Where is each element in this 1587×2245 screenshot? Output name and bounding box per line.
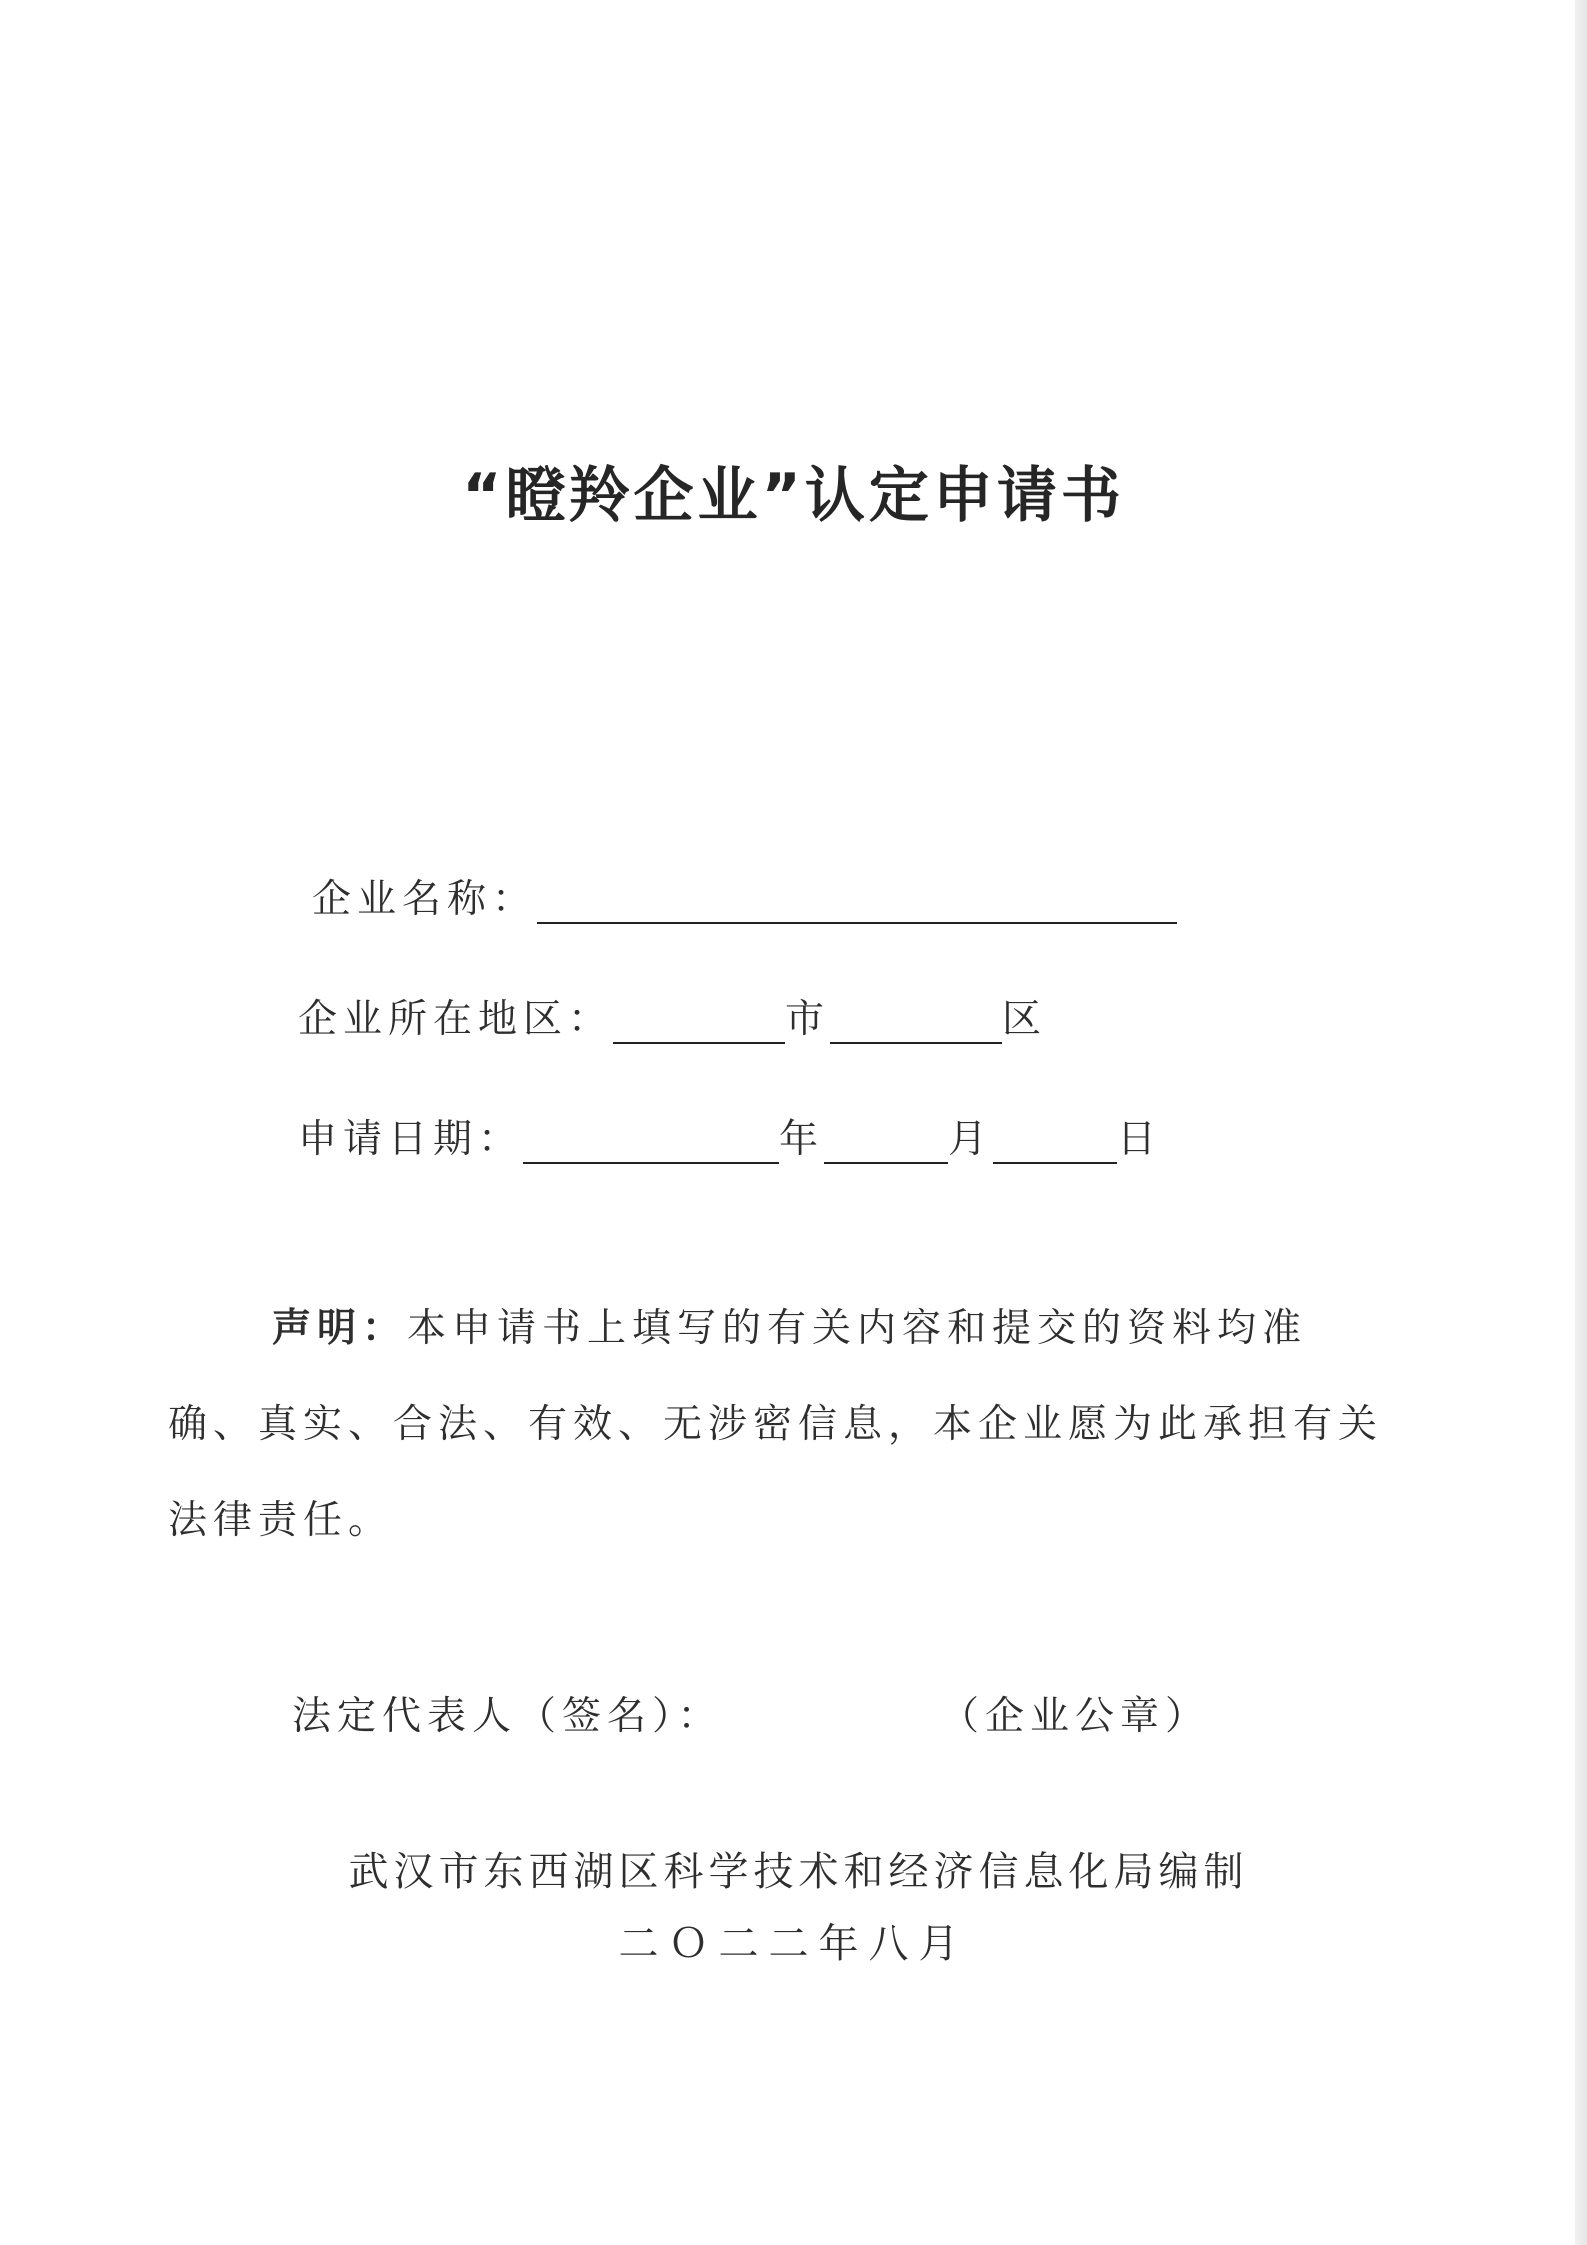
legal-representative-signature-label: 法定代表人（签名）： <box>292 1694 723 1739</box>
company-name-label: 企业名称： <box>312 877 538 922</box>
date-year-blank[interactable] <box>523 1118 779 1164</box>
document-title: “瞪羚企业”认定申请书 <box>462 461 1125 531</box>
company-name-blank[interactable] <box>537 878 1177 924</box>
company-seal-label: （企业公章） <box>940 1694 1211 1739</box>
region-row <box>298 988 1047 1044</box>
issue-date-line: 二Ｏ二二年八月 <box>618 1921 969 1967</box>
issuer-line: 武汉市东西湖区科学技术和经济信息化局编制 <box>348 1849 1249 1895</box>
declaration-text: 本申请书上填写的有关内容和提交的资料均准确、真实、合法、有效、无涉密信息，本企业愿为此承担有关法律责任。 <box>168 1306 1384 1543</box>
region-label: 企业所在地区： <box>298 997 614 1042</box>
date-day-unit: 日 <box>1117 1117 1163 1162</box>
declaration-label: 声明： <box>272 1305 408 1351</box>
date-year-unit: 年 <box>779 1117 825 1162</box>
page-edge-shadow <box>1575 0 1587 2245</box>
date-label: 申请日期： <box>298 1117 524 1162</box>
date-month-unit: 月 <box>948 1117 994 1162</box>
region-district-blank[interactable] <box>830 998 1002 1044</box>
region-city-unit: 市 <box>785 997 831 1042</box>
region-city-blank[interactable] <box>613 998 785 1044</box>
date-month-blank[interactable] <box>824 1118 948 1164</box>
region-district-unit: 区 <box>1002 997 1048 1042</box>
declaration-paragraph <box>168 1280 1383 1569</box>
date-row <box>298 1108 1162 1164</box>
company-name-row <box>312 868 1177 924</box>
date-day-blank[interactable] <box>993 1118 1117 1164</box>
